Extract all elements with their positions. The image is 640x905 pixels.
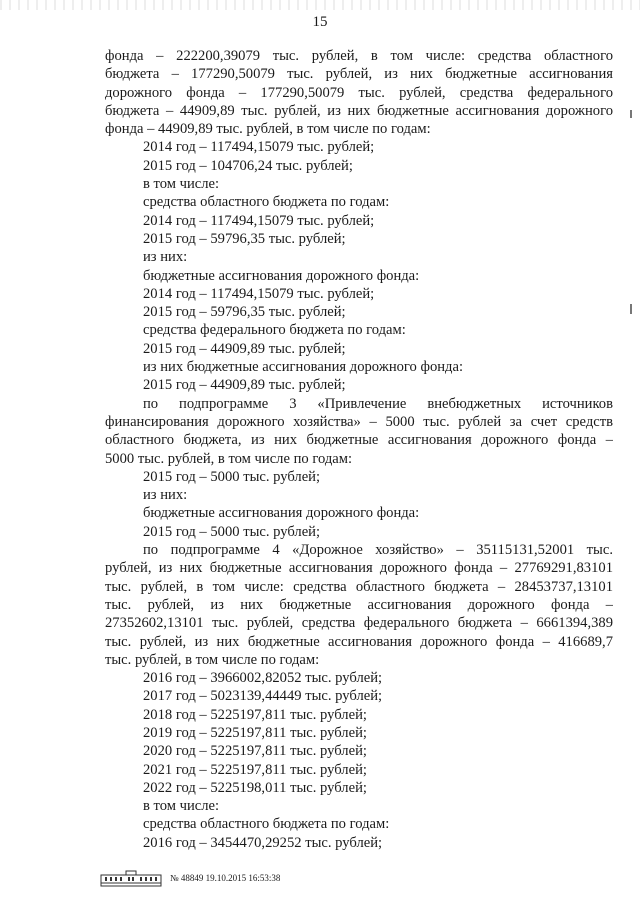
text-line: в том числе:	[143, 176, 220, 193]
document-body	[105, 47, 613, 852]
text-line: рублей, из них бюджетные ассигнования дорожного фонда – 27769291,83101	[105, 560, 613, 577]
text-line: средства областного бюджета по годам:	[143, 816, 390, 833]
text-line: бюджетные ассигнования дорожного фонда:	[143, 505, 420, 522]
text-line: тыс. рублей, из них бюджетные ассигнования дорожного фонда –	[105, 596, 613, 613]
text-line: 2018 год – 5225197,811 тыс. рублей;	[143, 706, 367, 723]
scan-margin-mark	[630, 110, 632, 118]
building-emblem-icon	[100, 869, 162, 887]
document-footer	[100, 868, 280, 888]
text-line: 27352602,13101 тыс. рублей, средства федерального бюджета – 6661394,389	[105, 615, 613, 632]
scan-margin-mark	[630, 304, 632, 314]
text-line: из них бюджетные ассигнования дорожного фонда:	[143, 359, 464, 376]
text-line: средства федерального бюджета по годам:	[143, 322, 406, 339]
text-line: 2016 год – 3966002,82052 тыс. рублей;	[143, 670, 383, 687]
text-line: из них:	[143, 487, 188, 504]
text-line: в том числе:	[143, 798, 220, 815]
text-line: бюджетные ассигнования дорожного фонда:	[143, 267, 420, 284]
text-line: 2014 год – 117494,15079 тыс. рублей;	[143, 212, 375, 229]
text-line: 2014 год – 117494,15079 тыс. рублей;	[143, 285, 375, 302]
text-line: 2016 год – 3454470,29252 тыс. рублей;	[143, 834, 383, 851]
text-line: 2017 год – 5023139,44449 тыс. рублей;	[143, 688, 383, 705]
text-line: фонда – 222200,39079 тыс. рублей, в том числе: средства областного	[105, 48, 613, 64]
text-line: 2015 год – 59796,35 тыс. рублей;	[143, 230, 346, 247]
page-number: 15	[312, 14, 328, 30]
text-line: бюджета – 44909,89 тыс. рублей, из них бюджетные ассигнования дорожного	[105, 102, 613, 119]
text-line: по подпрограмме 3 «Привлечение внебюджетных источников	[143, 395, 613, 412]
text-line: 2020 год – 5225197,811 тыс. рублей;	[143, 743, 367, 760]
text-line: 5000 тыс. рублей, в том числе по годам:	[105, 450, 353, 467]
scan-edge-noise	[0, 0, 640, 10]
text-line: 2015 год – 104706,24 тыс. рублей;	[143, 157, 353, 174]
text-line: 2015 год – 59796,35 тыс. рублей;	[143, 304, 346, 321]
text-line: тыс. рублей, из них бюджетные ассигнования дорожного фонда – 416689,7	[105, 633, 613, 650]
text-line: 2015 год – 5000 тыс. рублей;	[143, 468, 321, 485]
text-line: 2015 год – 5000 тыс. рублей;	[143, 523, 321, 540]
text-line: тыс. рублей, в том числе: средства областного бюджета – 28453737,13101	[105, 578, 613, 595]
text-line: 2015 год – 44909,89 тыс. рублей;	[143, 377, 346, 394]
text-line: по подпрограмме 4 «Дорожное хозяйство» – 35115131,52001 тыс.	[143, 542, 613, 559]
text-line: 2021 год – 5225197,811 тыс. рублей;	[143, 761, 367, 778]
text-line: 2014 год – 117494,15079 тыс. рублей;	[143, 139, 375, 156]
text-line: тыс. рублей, в том числе по годам:	[105, 651, 320, 668]
text-line: 2019 год – 5225197,811 тыс. рублей;	[143, 724, 367, 741]
text-line: 2022 год – 5225198,011 тыс. рублей;	[143, 779, 367, 796]
registration-stamp: № 48849 19.10.2015 16:53:38	[170, 873, 281, 883]
text-line: средства областного бюджета по годам:	[143, 194, 390, 211]
text-line: дорожного фонда – 177290,50079 тыс. рублей, средства федерального	[105, 84, 613, 101]
text-line: из них:	[143, 249, 188, 266]
text-line: 2015 год – 44909,89 тыс. рублей;	[143, 340, 346, 357]
text-line: финансирования дорожного хозяйства» – 5000 тыс. рублей за счет средств	[105, 413, 613, 430]
text-line: бюджета – 177290,50079 тыс. рублей, из них бюджетные ассигнования	[105, 66, 613, 83]
text-line: фонда – 44909,89 тыс. рублей, в том числе по годам:	[105, 121, 431, 138]
text-line: областного бюджета, из них бюджетные ассигнования дорожного фонда –	[105, 432, 613, 449]
